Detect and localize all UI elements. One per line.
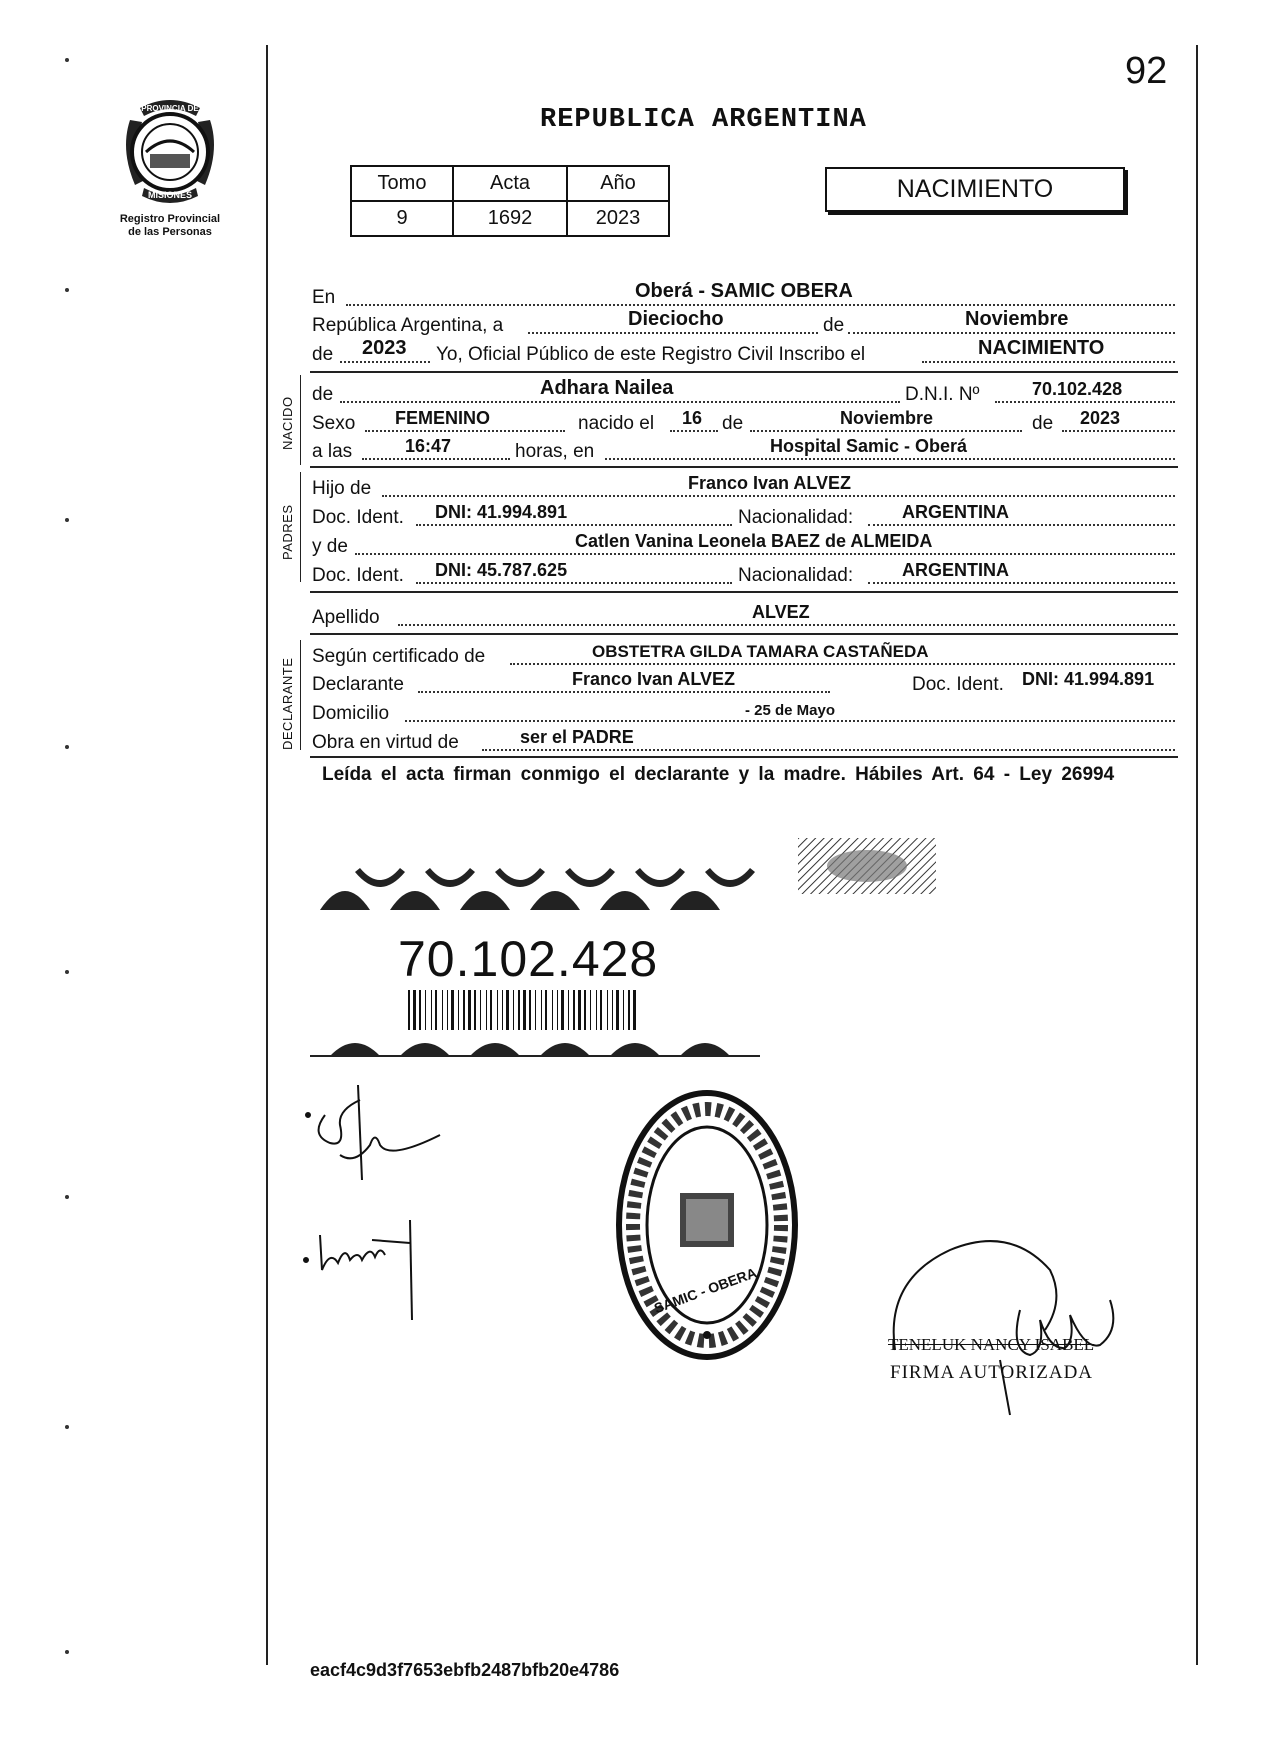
label-horas-en: horas, en — [515, 441, 595, 462]
dotted-line — [868, 524, 1175, 526]
value-padre-nacionalidad: ARGENTINA — [902, 502, 1009, 522]
label-doc-ident: Doc. Ident. — [312, 507, 404, 528]
dotted-line — [346, 304, 1175, 306]
barcode-bar — [506, 990, 509, 1030]
page-number: 92 — [1125, 50, 1168, 92]
label-nacido-el: nacido el — [578, 413, 655, 434]
record-table-header: Año — [567, 166, 669, 201]
barcode-bar — [435, 990, 437, 1030]
value-apellido: ALVEZ — [752, 602, 810, 622]
registry-logo — [110, 90, 230, 210]
official-seal — [612, 1085, 802, 1365]
logo-text-bottom: MISIONES — [147, 190, 193, 200]
label-obra: Obra en virtud de — [312, 732, 459, 753]
label-nacionalidad: Nacionalidad: — [738, 565, 854, 586]
dotted-line — [416, 524, 732, 526]
registry-caption — [100, 213, 240, 239]
section-bracket — [300, 472, 301, 582]
barcode-bar — [552, 990, 553, 1030]
barcode-bar — [612, 990, 613, 1030]
value-declarante-doc: DNI: 41.994.891 — [1022, 669, 1155, 689]
value-hora: 16:47 — [405, 436, 452, 456]
label-segun: Según certificado de — [312, 646, 486, 667]
barcode-bar — [425, 990, 426, 1030]
dotted-line — [670, 430, 718, 432]
value-declarante-nombre: Franco Ivan ALVEZ — [572, 669, 736, 689]
barcode-bar — [468, 990, 471, 1030]
barcode-number: 70.102.428 — [398, 931, 659, 987]
value-madre-nacionalidad: ARGENTINA — [902, 560, 1009, 580]
dotted-line — [868, 582, 1175, 584]
barcode-bar — [568, 990, 569, 1030]
barcode-bar — [518, 990, 520, 1030]
row-certificado — [310, 642, 1175, 670]
label-domicilio: Domicilio — [312, 703, 390, 724]
row-lugar — [310, 280, 1175, 311]
barcode-sticker-bottom-border — [310, 1028, 760, 1058]
barcode-bar — [590, 990, 591, 1030]
dotted-line — [340, 361, 430, 363]
barcode-sticker-top-border — [310, 862, 760, 912]
label-a-las: a las — [312, 441, 353, 462]
dotted-line — [382, 495, 1175, 497]
margin-dot — [65, 58, 69, 62]
registry-caption-line2: de las Personas — [128, 226, 212, 238]
row-madre-nombre — [310, 532, 1175, 560]
section-bracket — [300, 640, 301, 750]
authorized-signer-name: TENELUK NANCY ISABEL — [888, 1335, 1095, 1354]
label-sexo: Sexo — [312, 413, 356, 434]
section-rule — [310, 756, 1178, 758]
dotted-line — [405, 720, 1175, 722]
row-domicilio — [310, 699, 1175, 727]
barcode-bar — [442, 990, 443, 1030]
barcode-bar — [596, 990, 597, 1030]
dotted-line — [510, 663, 1175, 665]
value-madre-doc: DNI: 45.787.625 — [435, 560, 568, 580]
security-stamp — [798, 838, 936, 894]
section-bracket — [300, 375, 301, 465]
barcode-bar — [497, 990, 498, 1030]
row-inscribo — [310, 337, 1175, 368]
value-padre-doc: DNI: 41.994.891 — [435, 502, 568, 522]
margin-dot — [65, 1650, 69, 1654]
label-doc-ident: Doc. Ident. — [312, 565, 404, 586]
label-de: de — [823, 315, 845, 336]
dotted-line — [355, 553, 1175, 555]
barcode-bar — [545, 990, 547, 1030]
dotted-line — [605, 458, 1175, 460]
authorized-signature-title: FIRMA AUTORIZADA — [890, 1362, 1094, 1383]
row-declarante — [310, 670, 1175, 698]
barcode-bar — [513, 990, 514, 1030]
barcode-bar — [557, 990, 558, 1030]
row-fecha-inscripcion — [310, 308, 1175, 339]
barcode-bar — [486, 990, 487, 1030]
barcode-bar — [578, 990, 581, 1030]
margin-dot — [65, 970, 69, 974]
barcode-bar — [623, 990, 624, 1030]
value-lugar-nacimiento: Hospital Samic - Oberá — [770, 436, 968, 456]
value-tipo-inscripcion: NACIMIENTO — [978, 337, 1105, 359]
barcode-bar — [600, 990, 602, 1030]
value-sexo: FEMENINO — [395, 408, 491, 428]
value-anio-nacimiento: 2023 — [1080, 408, 1121, 428]
page-title: REPUBLICA ARGENTINA — [540, 105, 867, 135]
record-table-cell: 2023 — [567, 201, 669, 236]
barcode-bar — [458, 990, 459, 1030]
value-lugar: Oberá - SAMIC OBERA — [635, 280, 853, 302]
closing-text: Leída el acta firman conmigo el declarante y la madre. Hábiles Art. 64 - Ley 26994 — [322, 764, 1115, 785]
margin-dot — [65, 1425, 69, 1429]
signature-oficial — [880, 1210, 1140, 1420]
label-inscribo: Yo, Oficial Público de este Registro Civil Inscribo el — [436, 344, 866, 365]
record-table-header: Acta — [453, 166, 567, 201]
barcode-bar — [490, 990, 492, 1030]
barcode-bar — [628, 990, 630, 1030]
dotted-line — [340, 401, 900, 403]
row-obra — [310, 728, 1175, 756]
barcode-bar — [573, 990, 575, 1030]
record-table-cell: 1692 — [453, 201, 567, 236]
value-mes-nacimiento: Noviembre — [840, 408, 934, 428]
margin-dot — [65, 288, 69, 292]
value-mes: Noviembre — [965, 308, 1069, 330]
dotted-line — [848, 332, 1175, 334]
dotted-line — [418, 691, 830, 693]
value-certificado: OBSTETRA GILDA TAMARA CASTAÑEDA — [592, 642, 929, 661]
label-en: En — [312, 287, 336, 308]
margin-dot — [65, 518, 69, 522]
signature-declarante — [300, 1085, 460, 1185]
seal-text: SAMIC - OBERA — [651, 1264, 759, 1317]
label-declarante: Declarante — [312, 674, 404, 695]
left-margin-line — [266, 45, 268, 1665]
side-label-padres: PADRES — [280, 504, 295, 560]
barcode-bar — [451, 990, 454, 1030]
value-nombre-nacido: Adhara Nailea — [540, 377, 674, 399]
label-de: de — [1032, 413, 1054, 434]
record-table — [350, 165, 670, 237]
label-apellido: Apellido — [312, 607, 380, 628]
dotted-line — [362, 458, 510, 460]
label-dni: D.N.I. Nº — [905, 384, 980, 405]
dotted-line — [416, 582, 732, 584]
barcode — [408, 990, 636, 1030]
margin-dot — [65, 1195, 69, 1199]
row-nacido-hora — [310, 437, 1175, 465]
dotted-line — [1062, 430, 1175, 432]
label-nacionalidad: Nacionalidad: — [738, 507, 854, 528]
barcode-bar — [529, 990, 531, 1030]
barcode-bar — [447, 990, 448, 1030]
barcode-bar — [502, 990, 503, 1030]
section-rule — [310, 466, 1178, 468]
dotted-line — [995, 401, 1175, 403]
label-hijo-de: Hijo de — [312, 478, 372, 499]
margin-dot — [65, 745, 69, 749]
document-hash: eacf4c9d3f7653ebfb2487bfb20e4786 — [310, 1660, 620, 1680]
logo-text-top: PROVINCIA DE — [141, 104, 199, 113]
record-table-cell: 9 — [351, 201, 453, 236]
value-domicilio: - 25 de Mayo — [745, 702, 836, 719]
side-label-declarante: DECLARANTE — [280, 657, 295, 750]
barcode-bar — [480, 990, 481, 1030]
barcode-bar — [419, 990, 421, 1030]
value-madre-nombre: Catlen Vanina Leonela BAEZ de ALMEIDA — [575, 531, 933, 551]
value-dia-letras: Dieciocho — [628, 308, 724, 330]
value-padre-nombre: Franco Ivan ALVEZ — [688, 473, 852, 493]
row-nacido-sexo — [310, 409, 1175, 437]
barcode-bar — [633, 990, 636, 1030]
label-republica: República Argentina, a — [312, 315, 504, 336]
dotted-line — [922, 361, 1175, 363]
dotted-line — [398, 624, 1175, 626]
barcode-bar — [431, 990, 432, 1030]
label-y-de: y de — [312, 536, 348, 557]
barcode-bar — [541, 990, 542, 1030]
signature-madre — [300, 1215, 440, 1325]
dotted-line — [365, 430, 565, 432]
barcode-bar — [408, 990, 410, 1030]
registry-caption-line1: Registro Provincial — [119, 213, 221, 225]
section-rule — [310, 371, 1178, 373]
section-rule — [310, 633, 1178, 635]
row-nacido-nombre — [310, 377, 1175, 408]
value-dni-nacido: 70.102.428 — [1032, 379, 1123, 399]
right-margin-line — [1196, 45, 1198, 1665]
barcode-bar — [463, 990, 465, 1030]
side-label-nacido: NACIDO — [280, 396, 295, 450]
row-padre-nombre — [310, 474, 1175, 502]
barcode-bar — [474, 990, 476, 1030]
barcode-bar — [535, 990, 536, 1030]
value-obra: ser el PADRE — [520, 727, 634, 747]
record-type-box: NACIMIENTO — [825, 167, 1125, 212]
section-rule — [310, 591, 1178, 593]
dotted-line — [750, 430, 1022, 432]
label-de: de — [312, 384, 334, 405]
value-anio-inscripcion: 2023 — [362, 337, 407, 359]
record-table-header: Tomo — [351, 166, 453, 201]
label-doc-ident: Doc. Ident. — [912, 674, 1004, 695]
barcode-bar — [561, 990, 564, 1030]
value-dia-nacimiento: 16 — [682, 408, 703, 428]
dotted-line — [482, 749, 1175, 751]
barcode-bar — [413, 990, 416, 1030]
barcode-bar — [607, 990, 608, 1030]
barcode-bar — [616, 990, 619, 1030]
label-de: de — [312, 344, 334, 365]
row-padre-doc — [310, 503, 1175, 531]
row-madre-doc — [310, 561, 1175, 589]
barcode-bar — [584, 990, 586, 1030]
label-de: de — [722, 413, 744, 434]
barcode-bar — [523, 990, 526, 1030]
dotted-line — [528, 332, 818, 334]
row-apellido — [310, 603, 1175, 631]
